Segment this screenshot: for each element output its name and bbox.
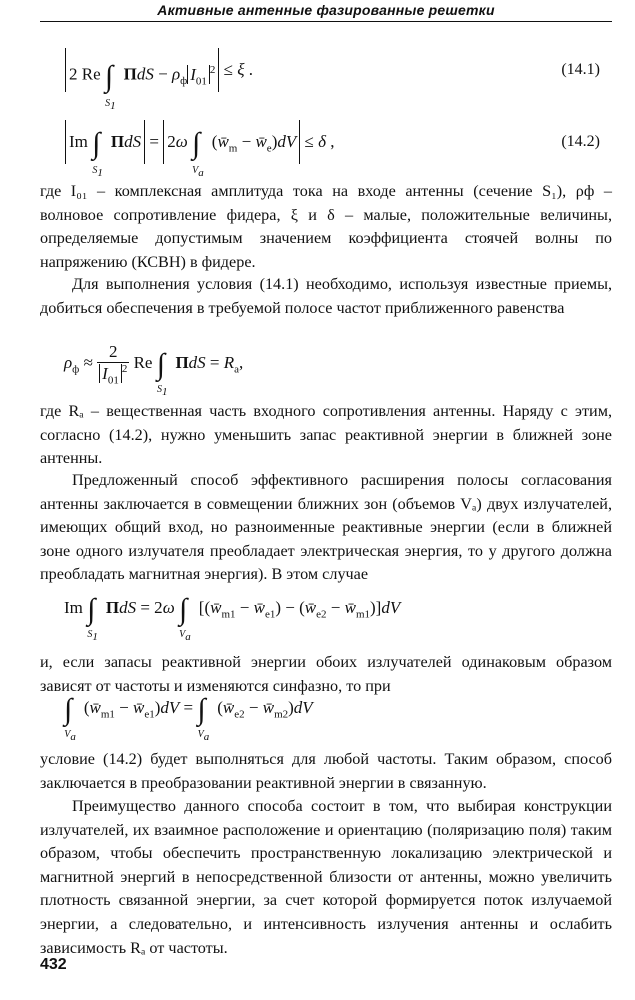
equation-approx: $\rho_ф$ ≈ $\frac{2}{I_{01}^2}$ Re $\int_{S_1}\Pi dS = R_a$,: [64, 342, 244, 398]
equation-14-1: 2 Re $\int_{S_1}\Pi dS - \rho_ф$ $I_{01}^2 \le \xi$ . (14.1): [20, 40, 600, 100]
equation-im: Im $\int_{S_1}\Pi dS = 2\omega$ $\int_{V_a}[(w̄_{m1}$ − $w̄_{e1}$) − ($w̄_{e2}$ − $w̄_{m1})]dV$: [64, 593, 401, 643]
page-number: 432: [40, 956, 67, 973]
equation-14-2: Im $\int_{S_1}\Pi dS = 2\omega$ $\int_{V_a}(w̄_m$ − $w̄_e)dV \le \delta$ , (14.2): [20, 112, 600, 172]
paragraph: Предложенный способ эффективного расширения полосы согласования антенны заключается в совмещении ближних зон (объемов Vₐ) двух излучателей, имеющих общий вход, но разноименные реактивные энергии (если в ближней зоне одного излучателя преобладает электрическая энергия, то у другого должна преобладать магнитная энергия). В этом случае: [40, 471, 612, 584]
paragraph: где I₀₁ – комплексная амплитуда тока на входе антенны (сечение S₁), ρф – волновое сопротивление фидера, ξ и δ – малые, положительные величины, определяемые допустимым значением коэффициента стоячей волны по напряжению (КСВН) в фидере.: [40, 182, 612, 271]
paragraph: где Rₐ – вещественная часть входного сопротивления антенны. Наряду с этим, согласно (14.2), нужно уменьшить запас реактивной энергии в ближней зоне антенны.: [40, 402, 612, 468]
paragraph: Для выполнения условия (14.1) необходимо, используя известные приемы, добиться обеспечения в требуемой полосе частот приближенного равенства: [40, 275, 612, 317]
paragraph: и, если запасы реактивной энергии обоих излучателей одинаковым образом зависят от частоты и изменяются синфазно, то при: [40, 653, 612, 695]
equation-equal-integrals: $\int_{V_a}(w̄_{m1}$ − $w̄_{e1})dV$ = $\int_{V_a}(w̄_{e2}$ − $w̄_{m2})dV$: [64, 693, 313, 743]
equation-number: (14.1): [561, 61, 600, 78]
running-header: Активные антенные фазированные решетки: [40, 2, 612, 22]
equation-number: (14.2): [561, 133, 600, 150]
paragraph: условие (14.2) будет выполняться для любой частоты. Таким образом, способ заключается в преобразовании реактивной энергии в связанную.: [40, 750, 612, 792]
paragraph: Преимущество данного способа состоит в том, что выбирая конструкции излучателей, их взаимное расположение и ориентацию (поляризацию поля) таким образом, чтобы обеспечить пространственную локализацию электрической и магнитной энергий в непосредственной близости от антенны, можно увеличить плотность связанной энергии, за счет которой формируется поток излучаемой энергии, а следовательно, и интенсивность излучения антенны и ослабить зависимость Rₐ от частоты.: [40, 797, 612, 957]
